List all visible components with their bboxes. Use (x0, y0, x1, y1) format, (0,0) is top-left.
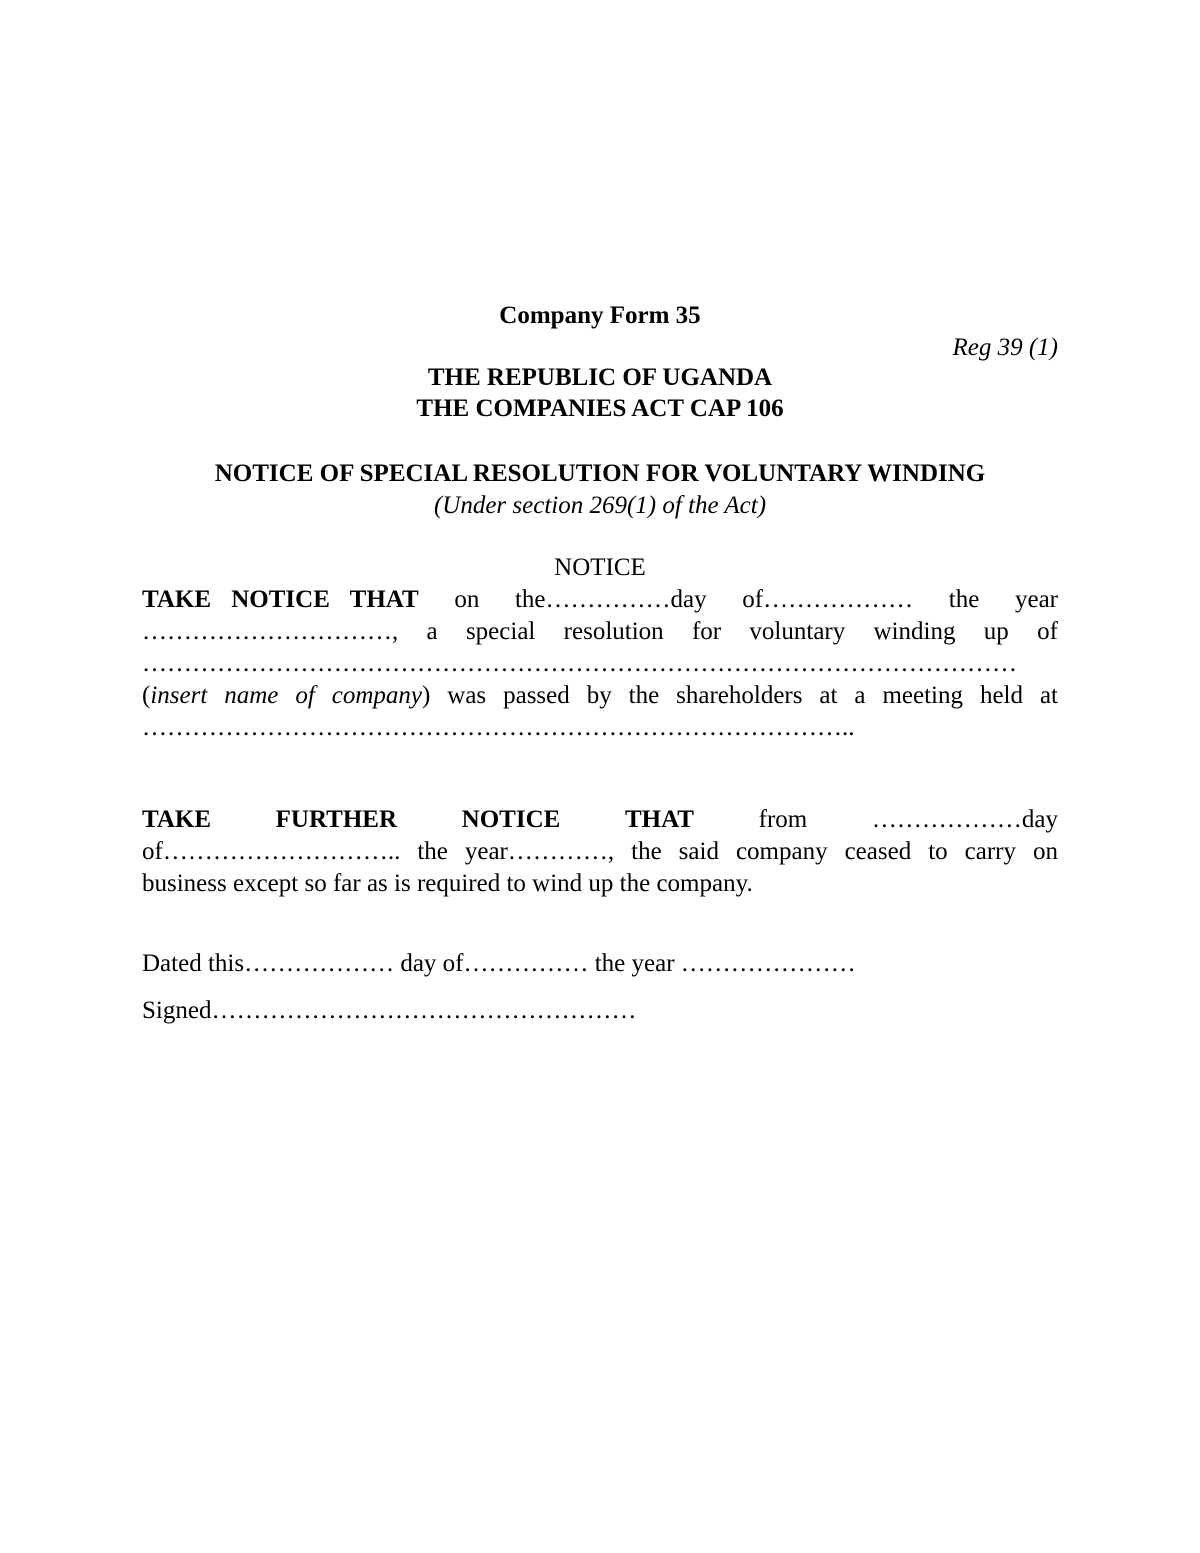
notice-heading: NOTICE (554, 554, 646, 581)
para1-line1-word: year (1014, 586, 1058, 613)
para1-line2 (142, 616, 1058, 648)
reg-reference: Reg 39 (1) (952, 334, 1058, 361)
republic-heading: THE REPUBLIC OF UGANDA (427, 364, 773, 391)
form-title: Company Form 35 (499, 302, 701, 329)
paren-open: ( (142, 682, 151, 709)
dated-line: Dated this……………… day of…………… the year ………………… (142, 950, 856, 977)
para1-line2-word: resolution (563, 618, 664, 645)
para2-line1 (142, 804, 1058, 836)
para2-day-blank: ………………day (871, 806, 1058, 833)
meeting-place-blank: ………………………………………………………………………….. (142, 714, 855, 741)
para1-line4-rest: ) was passed by the shareholders at a meeting held at (421, 682, 1058, 709)
paragraph-take-notice (142, 584, 1058, 744)
para1-line2-word: special (465, 618, 536, 645)
para1-line2-word: voluntary (749, 618, 846, 645)
take-notice-that-label: TAKE NOTICE THAT (142, 586, 419, 613)
para1-line2-word: up (983, 618, 1009, 645)
signed-line: Signed…………………………………………… (142, 997, 637, 1024)
para2-line3: business except so far as is required to wind up the company. (142, 870, 753, 897)
company-name-blank: …………………………………………………………………………………………… (142, 650, 1017, 677)
para1-line1-word: of……………… (742, 586, 914, 613)
para2-bold-word: THAT (624, 806, 694, 833)
para1-line4 (142, 680, 1058, 712)
paragraph-take-further-notice (142, 804, 1058, 900)
para1-line1-word: the (948, 586, 980, 613)
para1-line2-word: of (1037, 618, 1058, 645)
para2-bold-word: TAKE (142, 806, 211, 833)
para1-line1-word: on (454, 586, 480, 613)
para1-line1-word: the……………day (514, 586, 707, 613)
para2-from-word: from (758, 806, 808, 833)
notice-subtitle: (Under section 269(1) of the Act) (433, 492, 767, 519)
para2-line2: of……………………….. the year…………, the said company ceased to carry on (142, 838, 1058, 865)
para1-line2-word: for (691, 618, 722, 645)
para2-bold-word: FURTHER (275, 806, 398, 833)
para2-bold-word: NOTICE (461, 806, 561, 833)
para1-line2-word: a (426, 618, 438, 645)
para1-line2-word: winding (873, 618, 956, 645)
insert-company-hint: insert name of company (150, 682, 422, 709)
notice-title: NOTICE OF SPECIAL RESOLUTION FOR VOLUNTARY WINDING (214, 460, 986, 487)
para1-line1 (142, 584, 1058, 616)
act-heading: THE COMPANIES ACT CAP 106 (416, 395, 784, 422)
para1-line2-word: …………………………, (142, 618, 399, 645)
